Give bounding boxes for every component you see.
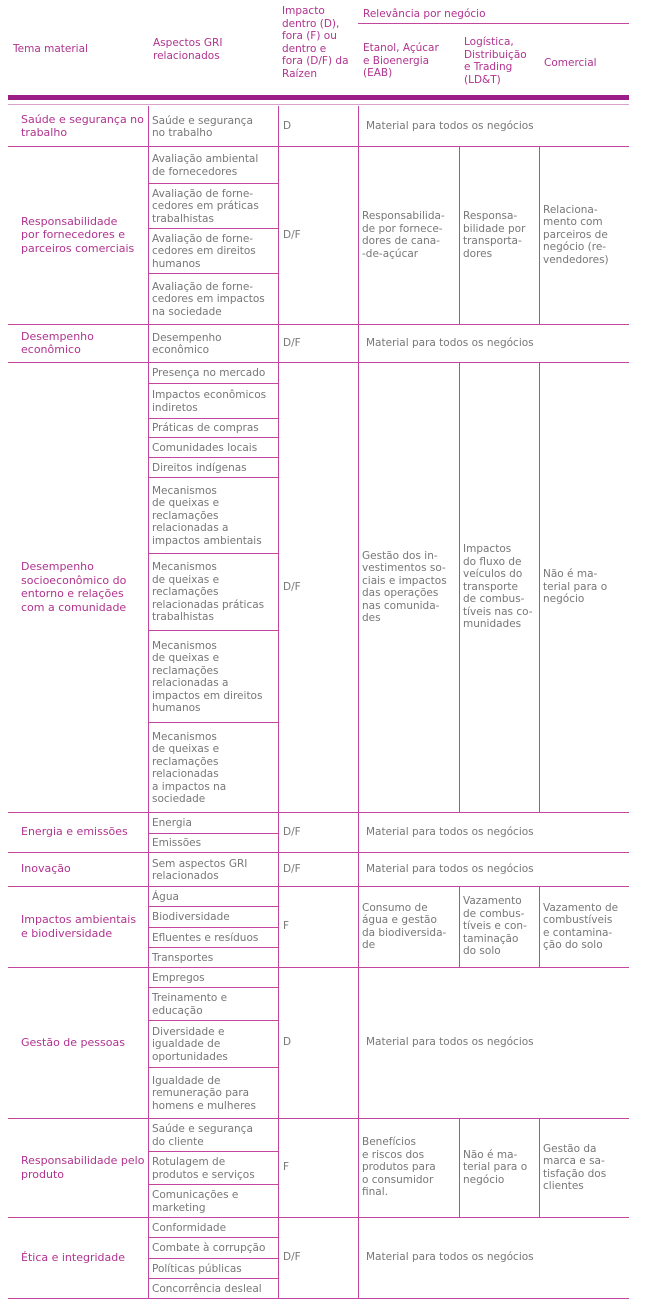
aspect-divider [148, 1067, 278, 1068]
relevance-all-cell: Material para todos os negócios [366, 336, 534, 349]
tema-material-cell: Responsabilidade pelo produto [21, 1154, 145, 1181]
gri-aspect-cell: Rotulagem de produtos e serviços [152, 1156, 255, 1181]
column-divider [358, 1118, 359, 1217]
column-divider [459, 886, 460, 967]
column-divider [539, 886, 540, 967]
aspect-divider [148, 722, 278, 723]
gri-aspect-cell: Impactos econômicos indiretos [152, 389, 267, 414]
column-divider [358, 106, 359, 146]
aspect-divider [148, 477, 278, 478]
gri-aspect-cell: Práticas de compras [152, 422, 259, 435]
aspect-divider [148, 228, 278, 229]
tema-material-cell: Desempenho econômico [21, 329, 94, 356]
relevance-all-cell: Material para todos os negócios [366, 1036, 534, 1049]
column-divider [358, 886, 359, 967]
impact-cell: D/F [283, 1251, 301, 1264]
gri-aspect-cell: Mecanismos de queixas e reclamações relacionadas a impactos na sociedade [152, 730, 227, 805]
tema-material-cell: Gestão de pessoas [21, 1035, 125, 1049]
aspect-divider [148, 418, 278, 419]
column-divider [358, 362, 359, 812]
tema-material-cell: Energia e emissões [21, 825, 128, 839]
relevance-comercial-cell: Gestão da marca e sa- tisfação dos clientes [543, 1142, 607, 1192]
impact-cell: D/F [283, 336, 301, 349]
column-divider [278, 886, 279, 967]
gri-aspect-cell: Mecanismos de queixas e reclamações relacionadas práticas trabalhistas [152, 561, 265, 624]
tema-material-cell: Inovação [21, 862, 71, 876]
relevance-comercial-cell: Relaciona- mento com parceiros de negócio (re- vendedores) [543, 203, 609, 266]
aspect-divider [148, 437, 278, 438]
relevance-eab-cell: Gestão dos in- vestimentos so- ciais e impactos das operações nas comunida- des [362, 549, 447, 624]
gri-aspect-cell: Políticas públicas [152, 1262, 242, 1275]
impact-cell: D/F [283, 862, 301, 875]
gri-aspect-cell: Transportes [152, 951, 214, 964]
header-tema-material: Tema material [13, 43, 88, 55]
column-divider [278, 1118, 279, 1217]
impact-cell: F [283, 1161, 290, 1174]
gri-aspect-cell: Comunicações e marketing [152, 1189, 239, 1214]
impact-cell: D [283, 119, 292, 132]
gri-aspect-cell: Avaliação de forne- cedores em práticas trabalhistas [152, 187, 259, 225]
column-divider [358, 1217, 359, 1298]
column-divider [148, 324, 149, 362]
gri-aspect-cell: Treinamento e educação [152, 992, 228, 1017]
gri-aspect-cell: Combate à corrupção [152, 1242, 266, 1255]
tema-material-cell: Ética e integridade [21, 1250, 126, 1264]
column-divider [278, 967, 279, 1118]
aspect-divider [148, 927, 278, 928]
header-ldt: Logística, Distribuição e Trading (LD&T) [464, 36, 527, 86]
column-divider [539, 362, 540, 812]
gri-aspect-cell: Biodiversidade [152, 911, 230, 924]
column-divider [278, 146, 279, 324]
gri-aspect-cell: Saúde e segurança do cliente [152, 1123, 253, 1148]
aspect-divider [148, 1020, 278, 1021]
column-divider [278, 324, 279, 362]
gri-aspect-cell: Concorrência desleal [152, 1282, 262, 1295]
aspect-divider [148, 987, 278, 988]
column-divider [358, 812, 359, 852]
column-divider [459, 362, 460, 812]
row-divider [8, 1298, 629, 1299]
relevance-ldt-cell: Vazamento de combus- tíveis e con- taminação do solo [463, 895, 527, 958]
gri-aspect-cell: Comunidades locais [152, 441, 258, 454]
gri-aspect-cell: Mecanismos de queixas e reclamações relacionadas a impactos ambientais [152, 484, 262, 547]
gri-aspect-cell: Avaliação ambiental de fornecedores [152, 153, 259, 178]
column-divider [358, 967, 359, 1118]
column-divider [148, 146, 149, 324]
impact-cell: D [283, 1036, 292, 1049]
aspect-divider [148, 1151, 278, 1152]
column-divider [278, 1217, 279, 1298]
aspect-divider [148, 183, 278, 184]
header-thick-rule [8, 95, 629, 100]
relevance-eab-cell: Consumo de água e gestão da biodiversida- de [362, 901, 447, 951]
gri-aspect-cell: Presença no mercado [152, 367, 266, 380]
aspect-divider [148, 457, 278, 458]
column-divider [278, 362, 279, 812]
relevance-ldt-cell: Responsa- bilidade por transporta- dores [463, 210, 526, 260]
relevance-ldt-cell: Não é ma- terial para o negócio [463, 1148, 528, 1186]
relevance-all-cell: Material para todos os negócios [366, 1251, 534, 1264]
relevance-eab-cell: Responsabilida- de por fornece- dores de cana- -de-açúcar [362, 210, 445, 260]
header-impacto: Impacto dentro (D), fora (F) ou dentro e fora (D/F) da Raízen [282, 5, 349, 80]
impact-cell: F [283, 920, 290, 933]
column-divider [459, 146, 460, 324]
aspect-divider [148, 947, 278, 948]
tema-material-cell: Responsabilidade por fornecedores e parceiros comerciais [21, 214, 135, 255]
header-thin-rule [8, 104, 629, 105]
relevance-all-cell: Material para todos os negócios [366, 825, 534, 838]
relevance-eab-cell: Benefícios e riscos dos produtos para o consumidor final. [362, 1136, 436, 1199]
tema-material-cell: Desempenho socioeconômico do entorno e relações com a comunidade [21, 560, 127, 614]
relevance-ldt-cell: Impactos do fluxo de veículos do transporte de combus- tíveis nas co- munidades [463, 543, 533, 631]
aspect-divider [148, 383, 278, 384]
column-divider [539, 1118, 540, 1217]
column-divider [358, 324, 359, 362]
relevance-all-cell: Material para todos os negócios [366, 862, 534, 875]
relevance-comercial-cell: Não é ma- terial para o negócio [543, 568, 608, 606]
column-divider [148, 852, 149, 886]
column-divider [278, 812, 279, 852]
header-comercial: Comercial [544, 57, 597, 69]
column-divider [148, 362, 149, 812]
aspect-divider [148, 833, 278, 834]
gri-aspect-cell: Emissões [152, 837, 202, 850]
gri-aspect-cell: Avaliação de forne- cedores em impactos na sociedade [152, 280, 265, 318]
column-divider [148, 886, 149, 967]
aspect-divider [148, 1237, 278, 1238]
gri-aspect-cell: Conformidade [152, 1221, 227, 1234]
header-aspectos-gri: Aspectos GRI relacionados [153, 37, 223, 62]
gri-aspect-cell: Mecanismos de queixas e reclamações relacionadas a impactos em direitos humanos [152, 639, 263, 714]
gri-aspect-cell: Sem aspectos GRI relacionados [152, 857, 248, 882]
column-divider [278, 852, 279, 886]
aspect-divider [148, 1184, 278, 1185]
gri-aspect-cell: Desempenho econômico [152, 331, 222, 356]
column-divider [148, 106, 149, 146]
column-divider [459, 1118, 460, 1217]
gri-aspect-cell: Avaliação de forne- cedores em direitos humanos [152, 232, 256, 270]
aspect-divider [148, 273, 278, 274]
column-divider [539, 146, 540, 324]
gri-aspect-cell: Direitos indígenas [152, 461, 247, 474]
column-divider [278, 106, 279, 146]
gri-aspect-cell: Água [152, 890, 179, 903]
gri-aspect-cell: Igualdade de remuneração para homens e mulheres [152, 1074, 256, 1112]
impact-cell: D/F [283, 825, 301, 838]
header-eab: Etanol, Açúcar e Bioenergia (EAB) [363, 42, 439, 79]
tema-material-cell: Saúde e segurança no trabalho [21, 112, 144, 139]
column-divider [358, 146, 359, 324]
column-divider [148, 812, 149, 852]
impact-cell: D/F [283, 228, 301, 241]
column-divider [148, 1217, 149, 1298]
aspect-divider [148, 553, 278, 554]
relevance-comercial-cell: Vazamento de combustíveis e contamina- ção do solo [543, 901, 619, 951]
aspect-divider [148, 906, 278, 907]
relevance-all-cell: Material para todos os negócios [366, 119, 534, 132]
aspect-divider [148, 1258, 278, 1259]
column-divider [148, 967, 149, 1118]
column-divider [358, 852, 359, 886]
aspect-divider [148, 1278, 278, 1279]
gri-aspect-cell: Diversidade e igualdade de oportunidades [152, 1025, 228, 1063]
gri-aspect-cell: Saúde e segurança no trabalho [152, 114, 253, 139]
header-relevance-rule [358, 23, 629, 24]
gri-aspect-cell: Empregos [152, 971, 205, 984]
tema-material-cell: Impactos ambientais e biodiversidade [21, 913, 137, 940]
gri-aspect-cell: Efluentes e resíduos [152, 931, 259, 944]
column-divider [148, 1118, 149, 1217]
aspect-divider [148, 630, 278, 631]
header-relevancia: Relevância por negócio [363, 8, 486, 20]
gri-aspect-cell: Energia [152, 817, 192, 830]
impact-cell: D/F [283, 580, 301, 593]
